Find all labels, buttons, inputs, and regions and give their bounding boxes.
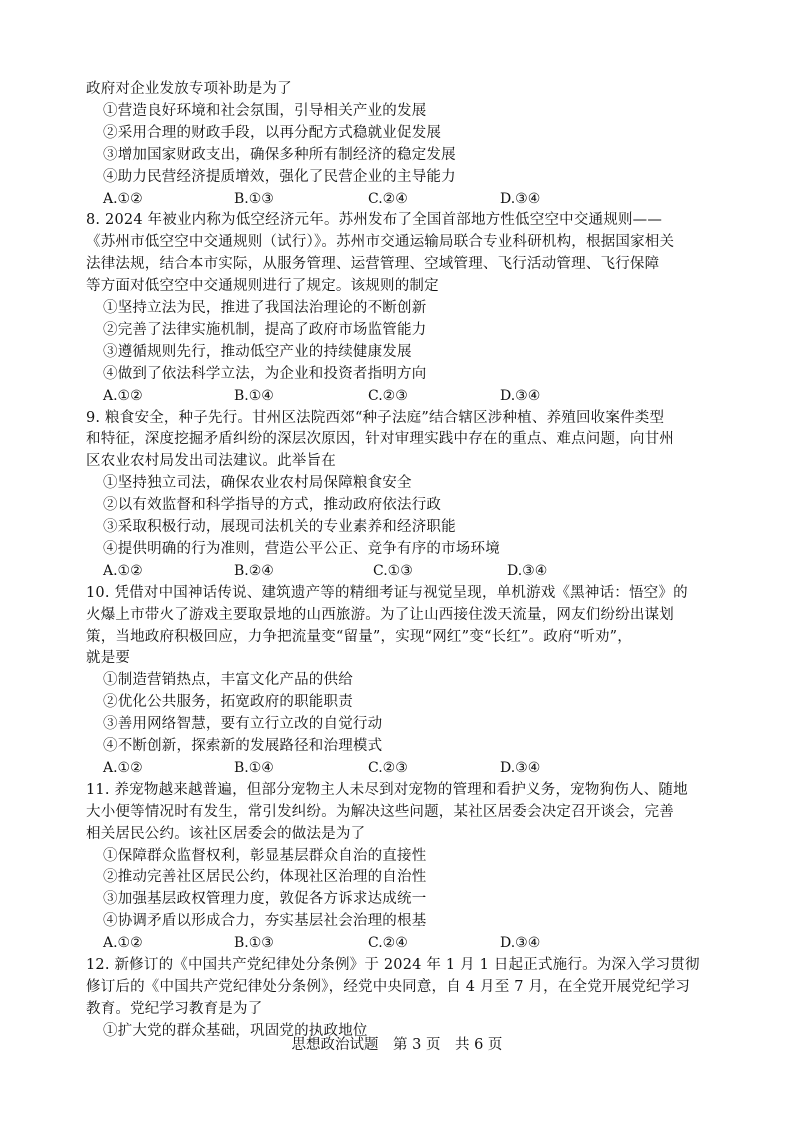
choice-b: B.②④ [234, 563, 274, 579]
choice-c: C.②③ [368, 760, 408, 776]
question-7-stem: 政府对企业发放专项补助是为了 [86, 81, 292, 97]
question-12-option-1: ①扩大党的群众基础，巩固党的执政地位 [103, 1023, 368, 1039]
question-8-stem-line-1: 8. 2024 年被业内称为低空经济元年。苏州发布了全国首部地方性低空空中交通规则—— [86, 212, 663, 228]
choice-a: A.①② [103, 935, 143, 951]
question-12-stem-line-1: 12. 新修订的《中国共产党纪律处分条例》于 2024 年 1 月 1 日起正式施行。为深入学习贯彻 [86, 957, 700, 973]
question-8-choices [103, 385, 663, 407]
question-9-stem-line-3: 区农业农村局发出司法建议。此举旨在 [86, 453, 336, 469]
question-9-option-2: ②以有效监督和科学指导的方式，推动政府依法行政 [103, 497, 442, 513]
choice-c: C.②④ [368, 935, 408, 951]
question-8-option-1: ①坚持立法为民，推进了我国法治理论的不断创新 [103, 300, 427, 316]
question-8-option-4: ④做到了依法科学立法，为企业和投资者指明方向 [103, 366, 427, 382]
choice-b: B.①④ [234, 760, 274, 776]
choice-a: A.①② [103, 563, 143, 579]
question-9-stem-line-1: 9. 粮食安全，种子先行。甘州区法院西郊“种子法庭”结合辖区涉种植、养殖回收案件类型 [86, 410, 665, 426]
choice-c: C.①③ [373, 563, 413, 579]
question-10-option-1: ①制造营销热点，丰富文化产品的供给 [103, 672, 353, 688]
question-10-stem-line-2: 火爆上市带火了游戏主要取景地的山西旅游。为了让山西接住泼天流量，网友们纷纷出谋划 [86, 607, 674, 623]
question-9-option-4: ④提供明确的行为准则，营造公平公正、竞争有序的市场环境 [103, 541, 500, 557]
choice-d: D.③④ [500, 760, 541, 776]
question-10-option-2: ②优化公共服务，拓宽政府的职能职责 [103, 694, 353, 710]
page-footer: 思想政治试题 第 3 页 共 6 页 [291, 1037, 503, 1053]
choice-c: C.②③ [368, 388, 408, 404]
question-9-option-3: ③采取积极行动，展现司法机关的专业素养和经济职能 [103, 519, 456, 535]
question-11-option-3: ③加强基层政权管理力度，敦促各方诉求达成统一 [103, 891, 427, 907]
question-12-stem-line-3: 教育。党纪学习教育是为了 [86, 1001, 263, 1017]
question-8-option-2: ②完善了法律实施机制，提高了政府市场监管能力 [103, 322, 427, 338]
choice-c: C.②④ [368, 191, 408, 207]
question-7-option-4: ④助力民营经济提质增效，强化了民营企业的主导能力 [103, 169, 456, 185]
question-11-option-4: ④协调矛盾以形成合力，夯实基层社会治理的根基 [103, 913, 427, 929]
choice-b: B.①③ [234, 935, 274, 951]
choice-a: A.①② [103, 388, 143, 404]
question-9-stem-line-2: 和特征，深度挖掘矛盾纠纷的深层次原因，针对审理实践中存在的重点、难点问题，向甘州 [86, 431, 674, 447]
question-8-option-3: ③遵循规则先行，推动低空产业的持续健康发展 [103, 344, 412, 360]
choice-b: B.①④ [234, 388, 274, 404]
question-9-option-1: ①坚持独立司法，确保农业农村局保障粮食安全 [103, 475, 412, 491]
choice-d: D.③④ [507, 563, 548, 579]
question-7-option-1: ①营造良好环境和社会氛围，引导相关产业的发展 [103, 103, 427, 119]
question-11-choices [103, 932, 663, 954]
question-10-stem-line-1: 10. 凭借对中国神话传说、建筑遗产等的精细考证与视觉呈现，单机游戏《黑神话：悟空》的 [86, 585, 688, 601]
choice-d: D.③④ [500, 935, 541, 951]
question-9-choices [103, 560, 663, 582]
choice-a: A.①② [103, 191, 143, 207]
question-10-stem-line-3: 策，当地政府积极回应，力争把流量变“留量”，实现“网红”变“长红”。政府“听劝”， [86, 629, 632, 645]
question-7-option-3: ③增加国家财政支出，确保多种所有制经济的稳定发展 [103, 147, 456, 163]
choice-d: D.③④ [500, 388, 541, 404]
question-11-stem-line-1: 11. 养宠物越来越普遍，但部分宠物主人未尽到对宠物的管理和看护义务，宠物狗伤人、随地 [86, 782, 688, 798]
question-11-option-2: ②推动完善社区居民公约，体现社区治理的自治性 [103, 869, 427, 885]
choice-a: A.①② [103, 760, 143, 776]
question-12-stem-line-2: 修订后的《中国共产党纪律处分条例》，经党中央同意，自 4 月至 7 月，在全党开展党纪学习 [86, 979, 691, 995]
question-8-stem-line-2: 《苏州市低空空中交通规则（试行）》。苏州市交通运输局联合专业科研机构，根据国家相关 [86, 234, 675, 250]
choice-b: B.①③ [234, 191, 274, 207]
question-7-option-2: ②采用合理的财政手段，以再分配方式稳就业促发展 [103, 125, 442, 141]
question-7-choices [103, 188, 663, 210]
question-8-stem-line-3: 法律法规，结合本市实际，从服务管理、运营管理、空域管理、飞行活动管理、飞行保障 [86, 256, 660, 272]
question-10-stem-line-4: 就是要 [86, 650, 131, 666]
question-11-option-1: ①保障群众监督权利，彰显基层群众自治的直接性 [103, 848, 427, 864]
question-11-stem-line-3: 相关居民公约。该社区居委会的做法是为了 [86, 826, 366, 842]
question-10-option-4: ④不断创新，探索新的发展路径和治理模式 [103, 738, 383, 754]
question-8-stem-line-4: 等方面对低空空中交通规则进行了规定。该规则的制定 [86, 278, 439, 294]
question-10-option-3: ③善用网络智慧，要有立行立改的自觉行动 [103, 716, 383, 732]
question-11-stem-line-2: 大小便等情况时有发生，常引发纠纷。为解决这些问题，某社区居委会决定召开谈会，完善 [86, 804, 674, 820]
question-10-choices [103, 757, 663, 779]
choice-d: D.③④ [500, 191, 541, 207]
